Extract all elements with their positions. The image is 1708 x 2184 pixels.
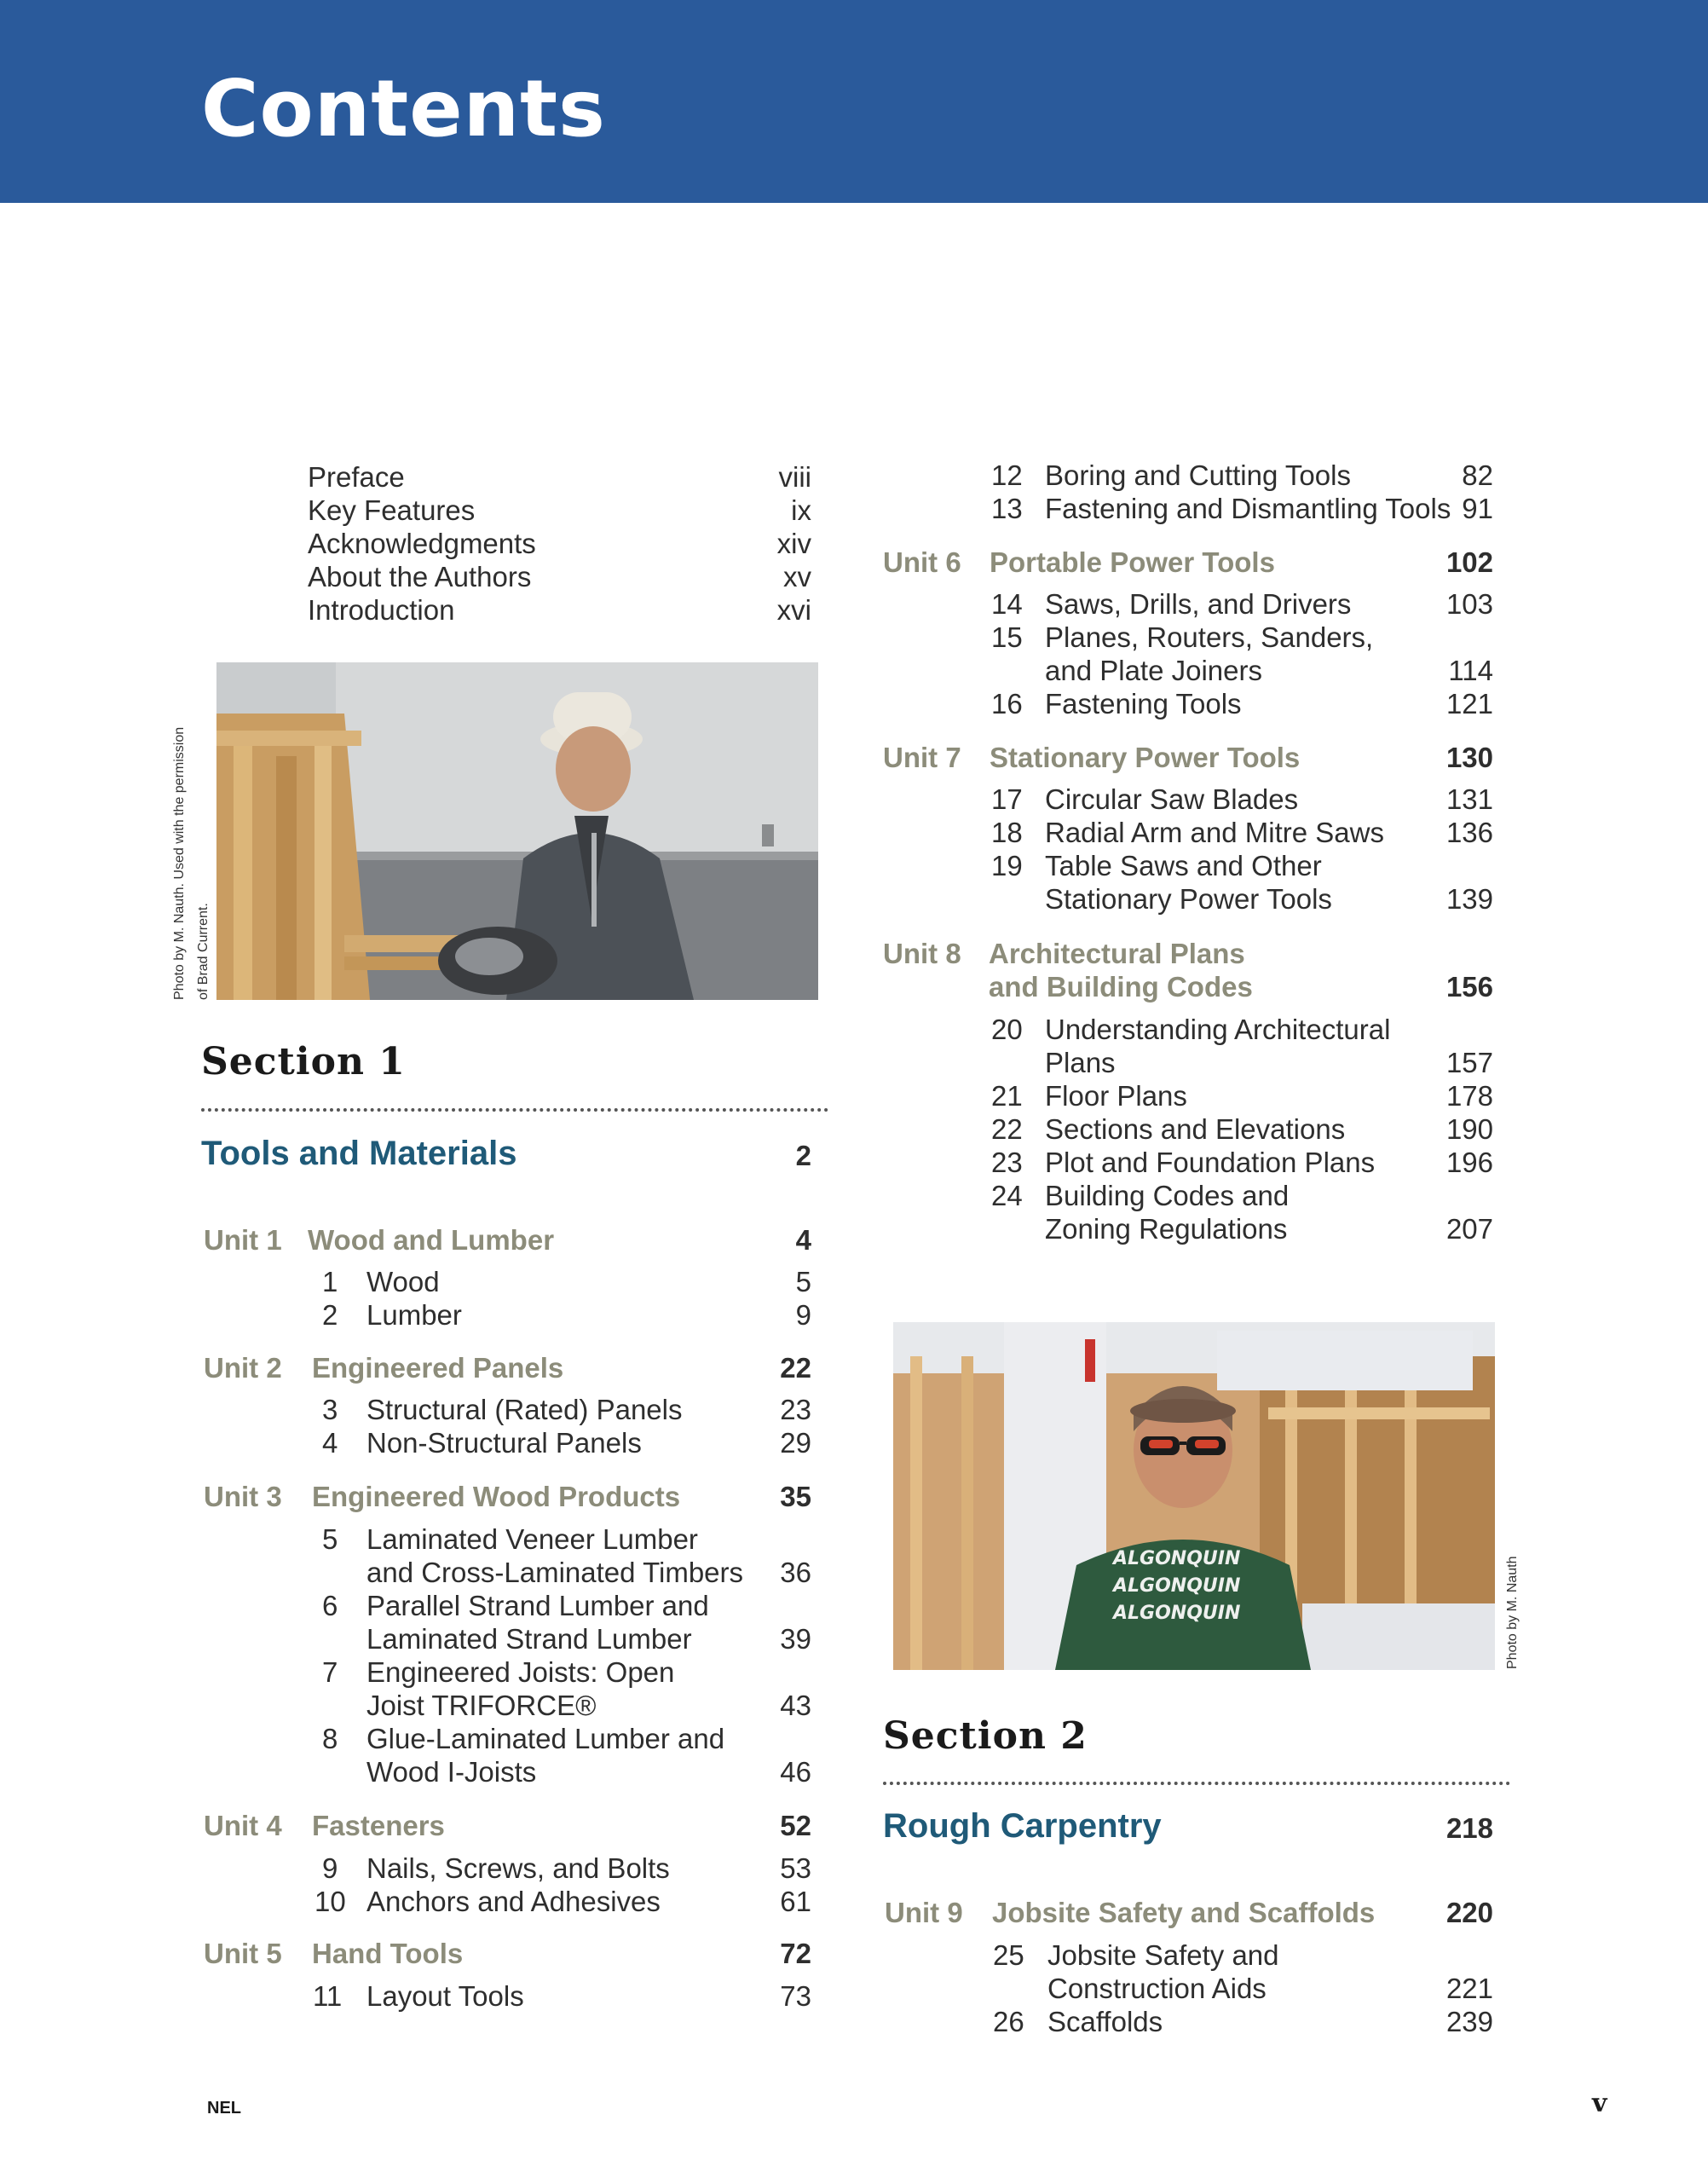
chapter-title-cont: and Cross-Laminated Timbers <box>366 1557 744 1588</box>
unit-page: 220 <box>1445 1897 1493 1928</box>
chapter-title-cont: and Plate Joiners <box>1045 655 1262 686</box>
chapter-page: 91 <box>1462 493 1493 524</box>
section-divider <box>201 1108 828 1112</box>
chapter-page: 207 <box>1445 1213 1493 1245</box>
unit-label: Unit 6 <box>883 546 961 578</box>
unit-page: 130 <box>1445 742 1493 773</box>
section-divider <box>883 1782 1510 1785</box>
chapter-title: Floor Plans <box>1045 1080 1187 1112</box>
unit-title: Jobsite Safety and Scaffolds <box>992 1897 1376 1928</box>
chapter-number: 16 <box>991 688 1023 719</box>
chapter-page: 39 <box>780 1623 811 1655</box>
chapter-title-cont: Laminated Strand Lumber <box>366 1623 692 1655</box>
unit-page: 102 <box>1445 546 1493 578</box>
chapter-title: Radial Arm and Mitre Saws <box>1045 817 1384 848</box>
footer-publisher: NEL <box>207 2099 241 2118</box>
chapter-title: Parallel Strand Lumber and <box>366 1590 709 1621</box>
unit-page: 35 <box>780 1481 811 1512</box>
chapter-title: Glue-Laminated Lumber and <box>366 1723 725 1754</box>
chapter-title: Sections and Elevations <box>1045 1113 1346 1145</box>
chapter-title: Layout Tools <box>366 1980 524 2012</box>
front-matter-page: xvi <box>776 594 811 626</box>
section-label: Section 1 <box>201 1040 406 1083</box>
chapter-number: 21 <box>991 1080 1023 1112</box>
chapter-page: 43 <box>780 1690 811 1721</box>
chapter-number: 17 <box>991 783 1023 815</box>
chapter-page: 82 <box>1462 459 1493 491</box>
unit-title: Stationary Power Tools <box>990 742 1301 773</box>
unit-title: Fasteners <box>312 1810 445 1841</box>
chapter-title: Fastening and Dismantling Tools <box>1045 493 1451 524</box>
unit-page: 72 <box>780 1938 811 1969</box>
chapter-number: 23 <box>991 1147 1023 1178</box>
chapter-title: Table Saws and Other <box>1045 850 1322 881</box>
chapter-page: 239 <box>1445 2006 1493 2037</box>
chapter-title-cont: Wood I-Joists <box>366 1756 537 1788</box>
chapter-title: Circular Saw Blades <box>1045 783 1299 815</box>
chapter-title: Jobsite Safety and <box>1047 1939 1279 1971</box>
chapter-number: 2 <box>322 1299 338 1331</box>
chapter-page: 139 <box>1445 883 1493 915</box>
unit-label: Unit 3 <box>204 1481 282 1512</box>
chapter-title-cont: Stationary Power Tools <box>1045 883 1332 915</box>
chapter-title-cont: Plans <box>1045 1047 1116 1078</box>
chapter-page: 103 <box>1445 588 1493 620</box>
unit-title: Engineered Panels <box>312 1352 564 1384</box>
chapter-title: Planes, Routers, Sanders, <box>1045 621 1374 653</box>
chapter-page: 23 <box>780 1394 811 1425</box>
chapter-title-cont: Joist TRIFORCE® <box>366 1690 597 1721</box>
chapter-number: 14 <box>991 588 1023 620</box>
chapter-number: 20 <box>991 1014 1023 1045</box>
photo-credit: of Brad Current. <box>196 903 211 1000</box>
shirt-text-line: ALGONQUIN <box>1113 1575 1241 1597</box>
chapter-title: Wood <box>366 1266 440 1297</box>
chapter-number: 19 <box>991 850 1023 881</box>
chapter-title: Anchors and Adhesives <box>366 1886 661 1917</box>
chapter-page: 61 <box>780 1886 811 1917</box>
chapter-number: 5 <box>322 1523 338 1555</box>
unit-label: Unit 1 <box>204 1224 282 1256</box>
chapter-number: 10 <box>314 1886 346 1917</box>
chapter-page: 131 <box>1445 783 1493 815</box>
chapter-title: Plot and Foundation Plans <box>1045 1147 1376 1178</box>
section-page: 2 <box>795 1140 811 1171</box>
photo-worker-framing <box>893 1322 1495 1670</box>
chapter-page: 5 <box>795 1266 811 1297</box>
front-matter-label: Preface <box>308 461 405 493</box>
section-label: Section 2 <box>883 1714 1088 1758</box>
header-band <box>0 0 1708 203</box>
chapter-number: 6 <box>322 1590 338 1621</box>
chapter-number: 25 <box>993 1939 1024 1971</box>
front-matter-label: Introduction <box>308 594 455 626</box>
chapter-number: 22 <box>991 1113 1023 1145</box>
chapter-page: 136 <box>1445 817 1493 848</box>
chapter-title: Saws, Drills, and Drivers <box>1045 588 1352 620</box>
front-matter-page: xv <box>783 561 811 592</box>
chapter-title-cont: Construction Aids <box>1047 1973 1267 2004</box>
chapter-number: 7 <box>322 1656 338 1688</box>
front-matter-label: About the Authors <box>308 561 532 592</box>
chapter-title: Boring and Cutting Tools <box>1045 459 1351 491</box>
unit-title: Hand Tools <box>312 1938 464 1969</box>
shirt-text-line: ALGONQUIN <box>1113 1548 1241 1569</box>
chapter-title: Engineered Joists: Open <box>366 1656 675 1688</box>
unit-label: Unit 2 <box>204 1352 282 1384</box>
unit-page: 4 <box>795 1224 811 1256</box>
chapter-title-cont: Zoning Regulations <box>1045 1213 1288 1245</box>
chapter-title: Laminated Veneer Lumber <box>366 1523 698 1555</box>
chapter-number: 1 <box>322 1266 338 1297</box>
chapter-number: 24 <box>991 1180 1023 1211</box>
chapter-number: 3 <box>322 1394 338 1425</box>
unit-page: 22 <box>780 1352 811 1384</box>
chapter-page: 190 <box>1445 1113 1493 1145</box>
chapter-number: 4 <box>322 1427 338 1459</box>
chapter-page: 9 <box>795 1299 811 1331</box>
chapter-page: 53 <box>780 1852 811 1884</box>
photo-credit: Photo by M. Nauth <box>1505 1556 1520 1669</box>
chapter-page: 157 <box>1445 1047 1493 1078</box>
page-title: Contents <box>201 63 606 154</box>
shirt-logo-text <box>1113 1546 1240 1627</box>
chapter-page: 73 <box>780 1980 811 2012</box>
chapter-page: 196 <box>1445 1147 1493 1178</box>
chapter-title: Building Codes and <box>1045 1180 1290 1211</box>
unit-page: 52 <box>780 1810 811 1841</box>
unit-label: Unit 9 <box>885 1897 963 1928</box>
shirt-text-line: ALGONQUIN <box>1113 1603 1241 1624</box>
section-title: Tools and Materials <box>201 1135 517 1172</box>
chapter-title: Understanding Architectural <box>1045 1014 1391 1045</box>
unit-title: Wood and Lumber <box>308 1224 555 1256</box>
chapter-number: 18 <box>991 817 1023 848</box>
chapter-title: Structural (Rated) Panels <box>366 1394 683 1425</box>
unit-label: Unit 5 <box>204 1938 282 1969</box>
chapter-number: 13 <box>991 493 1023 524</box>
chapter-page: 178 <box>1445 1080 1493 1112</box>
photo-worker-saw <box>216 662 818 1000</box>
worker-saw-illustration <box>216 662 818 1000</box>
chapter-title: Non-Structural Panels <box>366 1427 642 1459</box>
section-title: Rough Carpentry <box>883 1807 1162 1845</box>
front-matter-page: xiv <box>776 528 811 559</box>
photo-credit: Photo by M. Nauth. Used with the permission <box>172 726 187 1000</box>
chapter-number: 9 <box>322 1852 338 1884</box>
unit-label: Unit 7 <box>883 742 961 773</box>
unit-page: 156 <box>1445 971 1493 1002</box>
front-matter-label: Acknowledgments <box>308 528 536 559</box>
chapter-page: 46 <box>780 1756 811 1788</box>
chapter-number: 15 <box>991 621 1023 653</box>
chapter-page: 36 <box>780 1557 811 1588</box>
chapter-number: 8 <box>322 1723 338 1754</box>
chapter-number: 11 <box>313 1980 343 2012</box>
chapter-page: 121 <box>1445 688 1493 719</box>
unit-label: Unit 8 <box>883 938 961 969</box>
front-matter-page: viii <box>778 461 811 493</box>
chapter-title: Fastening Tools <box>1045 688 1242 719</box>
chapter-page: 29 <box>780 1427 811 1459</box>
chapter-number: 26 <box>993 2006 1024 2037</box>
unit-label: Unit 4 <box>204 1810 282 1841</box>
chapter-number: 12 <box>991 459 1023 491</box>
chapter-page: 114 <box>1448 655 1493 686</box>
chapter-title: Scaffolds <box>1047 2006 1163 2037</box>
unit-title: Engineered Wood Products <box>312 1481 681 1512</box>
section-page: 218 <box>1445 1812 1493 1844</box>
page-number: v <box>1592 2089 1607 2118</box>
chapter-title: Nails, Screws, and Bolts <box>366 1852 670 1884</box>
chapter-title: Lumber <box>366 1299 462 1331</box>
chapter-page: 221 <box>1445 1973 1493 2004</box>
unit-title-cont: and Building Codes <box>989 971 1253 1002</box>
unit-title: Portable Power Tools <box>990 546 1275 578</box>
front-matter-label: Key Features <box>308 494 476 526</box>
front-matter-page: ix <box>791 494 811 526</box>
unit-title: Architectural Plans <box>989 938 1245 969</box>
